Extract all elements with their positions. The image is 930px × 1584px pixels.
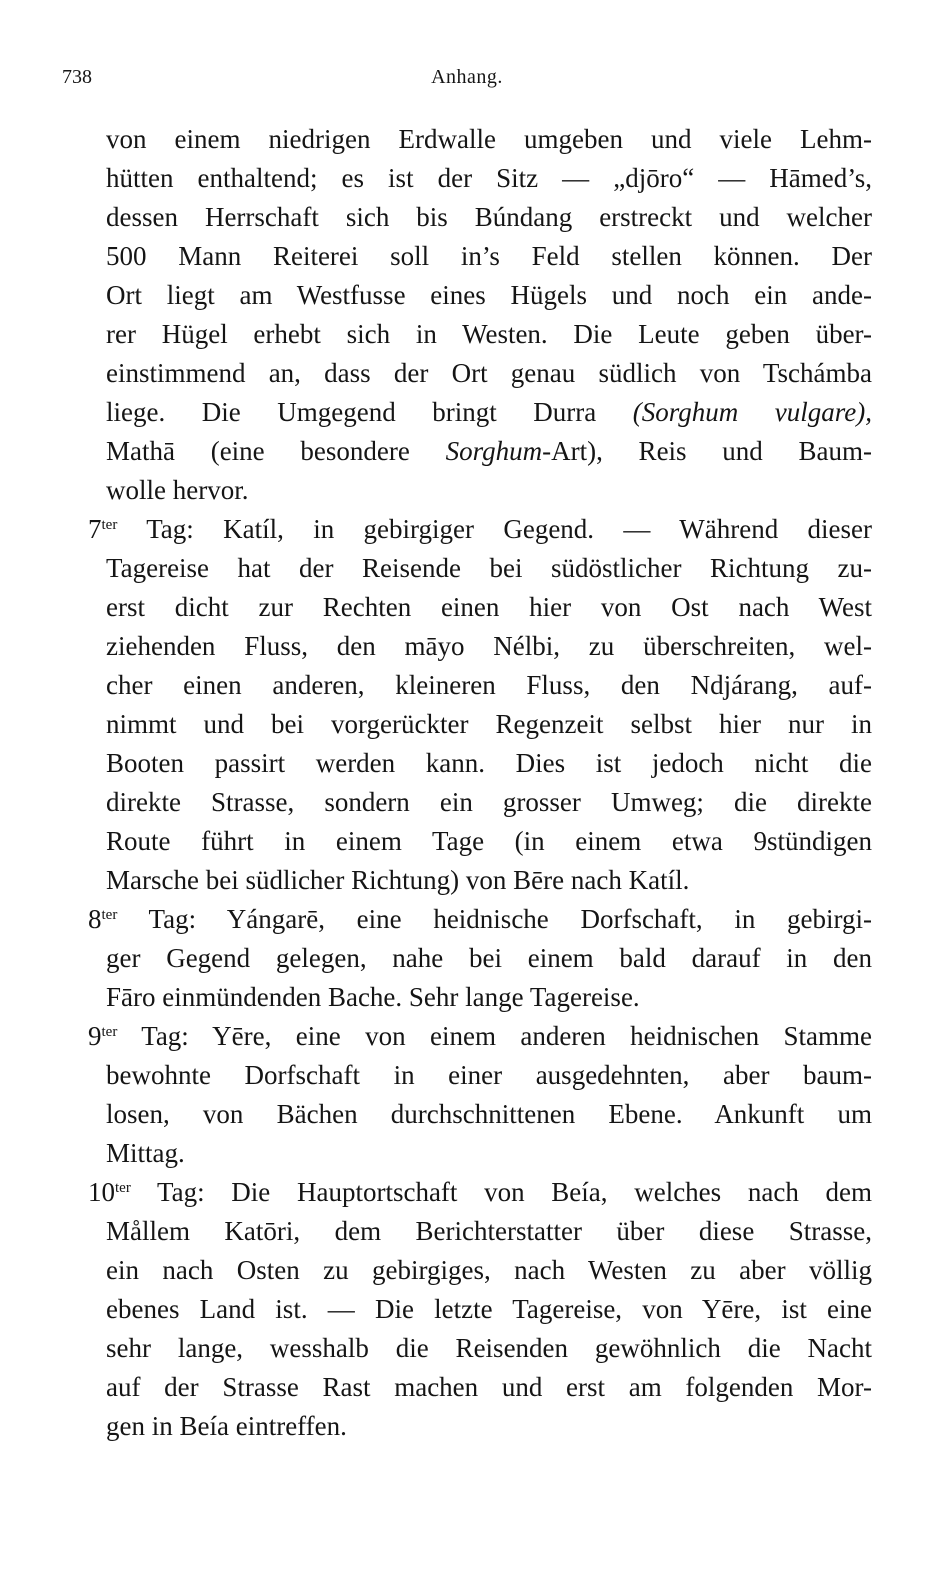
text-line: Marsche bei südlicher Richtung) von Bēre nach Katíl.	[106, 865, 690, 895]
text-line	[88, 1017, 872, 1055]
text-line: sehr lange, wesshalb die Reisenden gewöhnlich die Nacht	[106, 1333, 872, 1363]
text-line	[88, 1173, 872, 1211]
text-line: 500 Mann Reiterei soll in’s Feld stellen können. Der	[106, 241, 872, 271]
day-ordinal: 7	[88, 514, 102, 544]
page-number: 738	[62, 66, 92, 88]
ordinal-suffix: ter	[101, 907, 118, 923]
text-line: Ort liegt am Westfusse eines Hügels und noch ein ande-	[106, 280, 872, 310]
text-line	[106, 432, 872, 470]
text-line: gen in Beía eintreffen.	[106, 1411, 347, 1441]
text-line: Mittag.	[106, 1138, 185, 1168]
text-line: cher einen anderen, kleineren Fluss, den Ndjárang, auf-	[106, 670, 872, 700]
text-line: auf der Strasse Rast machen und erst am folgenden Mor-	[106, 1372, 872, 1402]
text-run: liege. Die Umgegend bringt Durra	[106, 397, 597, 427]
text-line: nimmt und bei vorgerückter Regenzeit selbst hier nur in	[106, 709, 872, 739]
text-line: bewohnte Dorfschaft in einer ausgedehnten, aber baum-	[106, 1060, 872, 1090]
text-line: direkte Strasse, sondern ein grosser Umweg; die direkte	[106, 787, 872, 817]
day-ordinal: 8	[88, 904, 102, 934]
text-run: Tag: Yēre, eine von einem anderen heidnischen Stamme	[141, 1021, 872, 1051]
text-line: ziehenden Fluss, den māyo Nélbi, zu überschreiten, wel-	[106, 631, 872, 661]
running-head: Anhang.	[431, 66, 503, 88]
text-line	[88, 900, 872, 938]
text-line: rer Hügel erhebt sich in Westen. Die Leute geben über-	[106, 319, 872, 349]
text-line: von einem niedrigen Erdwalle umgeben und viele Lehm-	[106, 124, 872, 154]
text-run: Tag: Die Hauptortschaft von Beía, welches nach dem	[157, 1177, 872, 1207]
italic-species-name: (Sorghum vulgare),	[632, 397, 872, 427]
text-line: Mållem Katōri, dem Berichterstatter über diese Strasse,	[106, 1216, 872, 1246]
text-line: ger Gegend gelegen, nahe bei einem bald darauf in den	[106, 943, 872, 973]
text-line: dessen Herrschaft sich bis Búndang erstreckt und welcher	[106, 202, 872, 232]
text-run: Mathā (eine besondere	[106, 436, 410, 466]
text-line: Booten passirt werden kann. Dies ist jedoch nicht die	[106, 748, 872, 778]
ordinal-suffix: ter	[115, 1180, 131, 1196]
text-run: Tag: Katíl, in gebirgiger Gegend. — Während dieser	[146, 514, 873, 544]
text-line: ebenes Land ist. — Die letzte Tagereise, von Yēre, ist eine	[106, 1294, 872, 1324]
day-ordinal: 10	[88, 1177, 115, 1207]
text-run: Tag: Yángarē, eine heidnische Dorfschaft, in gebirgi-	[148, 904, 872, 934]
text-line: erst dicht zur Rechten einen hier von Ost nach West	[106, 592, 872, 622]
text-line: Tagereise hat der Reisende bei südöstlicher Richtung zu-	[106, 553, 872, 583]
ordinal-suffix: ter	[101, 1024, 118, 1040]
text-line: wolle hervor.	[106, 475, 249, 505]
text-line: einstimmend an, dass der Ort genau südlich von Tschámba	[106, 358, 872, 388]
text-line	[88, 510, 872, 548]
text-line: hütten enthaltend; es ist der Sitz — „djōro“ — Hāmed’s,	[106, 163, 872, 193]
text-run: -Art), Reis und Baum-	[542, 436, 873, 466]
text-line: losen, von Bächen durchschnittenen Ebene. Ankunft um	[106, 1099, 872, 1129]
text-line: ein nach Osten zu gebirgiges, nach Westen zu aber völlig	[106, 1255, 872, 1285]
text-line: Route führt in einem Tage (in einem etwa 9stündigen	[106, 826, 872, 856]
ordinal-suffix: ter	[101, 517, 118, 533]
page-header	[62, 66, 872, 100]
text-line	[106, 393, 872, 431]
italic-genus-name: Sorghum	[445, 436, 543, 466]
text-line: Fāro einmündenden Bache. Sehr lange Tagereise.	[106, 982, 640, 1012]
day-ordinal: 9	[88, 1021, 102, 1051]
